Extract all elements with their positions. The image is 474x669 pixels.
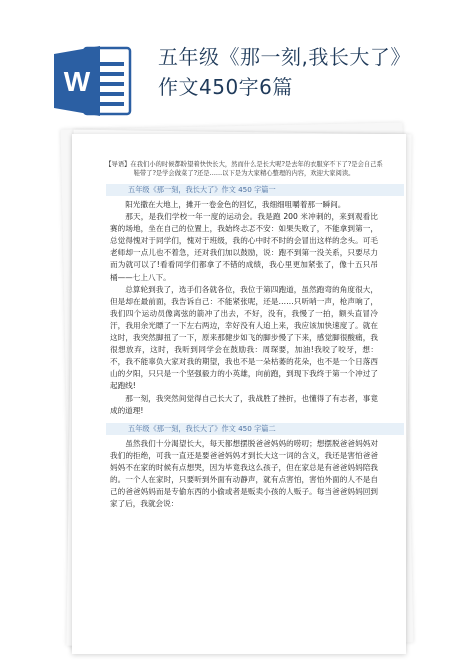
section-heading-1: 五年级《那一刻，我长大了》作文 450 字篇一	[106, 184, 404, 196]
paragraph: 总算轮到我了，选手们各就各位，我位于第四跑道，虽然跑弯的角度很大，但是却在最前面，我告诉自己：不能紧张呢，还是……只听哨一声，枪声响了，我们四个运动员像离弦的箭冲了出去，不好，没有，我慢了一拍，额头直冒冷汗，我用余光瞟了一下左右两边，幸好没有人追上来，我应该加快速度了。就在这时，我突然脚扭了一下，原来那健步如飞的脚步慢了下来，感觉脚很酸痛，我很想放弃，这时，我听到同学会在鼓励我：周琛要，加油!我咬了咬牙，想：不，我不能辜负大家对我的期望，我也不是一朵枯萎的花朵，也不是一个日落西山的夕阳，只只是一个坚强毅力的小英雄，向前跑，到现下我终于第一个冲过了起跑线!	[110, 284, 378, 391]
paragraph: 那天，是我们学校一年一度的运动会。我是跑 200 米冲刺的，来到观看比赛的场地，坐在自己的位置上，我始终忐忑不安：如果失败了，不能拿到第一，总觉得愧对于同学们，愧对于班级，我的心中时不时的会冒出这样的念头。可毛老师却一点儿也不着急，还对我们加以鼓励，说：跑不到第一没关系，只要尽力而为就可以了!看看同学们都拿了不错的成绩，我心里更加紧张了，像十五只吊桶——七上八下。	[110, 212, 378, 282]
title-line-1: 五年级《那一刻,我长大了》	[158, 45, 411, 69]
title-line-2: 作文450字6篇	[158, 75, 293, 99]
paragraph: 阳光撒在大地上，摊开一卷金色的回忆，我细细咀嚼着那一瞬间。	[125, 200, 346, 209]
intro-text: 【导语】在我们小的时候都盼望着快快长大，然而什么是长大呢?是去年的衣服穿不下了?是会自己系鞋带了?是学会做菜了?还是……以下是为大家精心整理的内容，欢迎大家阅读。	[105, 161, 383, 177]
section-heading-2: 五年级《那一刻，我长大了》作文 450 字篇二	[106, 423, 404, 435]
page-header	[0, 0, 474, 118]
paragraph: 那一刻，我突然间觉得自己长大了，我战胜了挫折，也懂得了有志者，事竟成的道理!	[110, 393, 378, 415]
document-title	[158, 42, 458, 102]
svg-text:W: W	[63, 66, 91, 97]
word-document-icon	[54, 44, 132, 118]
document-content	[105, 160, 383, 510]
paragraph: 虽然我们十分渴望长大，每天都想摆脱爸爸妈妈的唠叨；想摆脱爸爸妈妈对我们的拒绝，可我一直还是要爸爸妈妈才到长大这一词的含义，我还是害怕爸爸妈妈不在家的时候有点想哭，因为毕竟我这么孩子，但在家总是有爸爸妈妈陪我的。一个人在家时，只要听到外面有动静声，就有点害怕，害怕外面的人不是自己的爸爸妈妈而是专偷东西的小偷或者是贩卖小孩的人贩子。每当爸爸妈妈回到家了后，我就会说：	[110, 438, 378, 509]
